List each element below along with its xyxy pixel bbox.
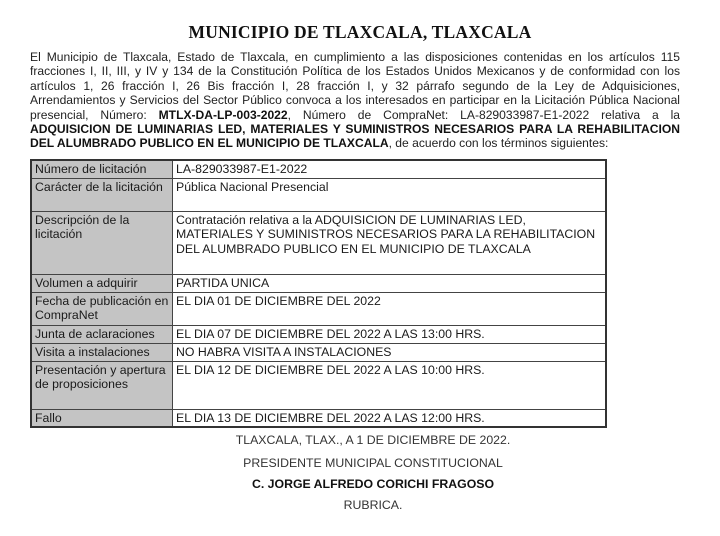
tender-subject: ADQUISICION DE LUMINARIAS LED, MATERIALES Y SUMINISTROS NECESARIOS PARA LA REHABILITACION DEL ALUMBRADO PUBLICO EN EL MUNICIPIO DE TLAXCALA <box>30 122 680 151</box>
row-value: LA-829033987-E1-2022 <box>173 160 607 178</box>
row-value: EL DIA 07 DE DICIEMBRE DEL 2022 A LAS 13:00 HRS. <box>173 325 607 343</box>
intro-text: El Municipio de Tlaxcala, Estado de Tlaxcala, en cumplimiento a las disposiciones contenidas en los artículos 115 fracciones I, II, III, y IV y 134 de la Constitución Política de los Estados Unidos Mexicanos y de conformidad con los artículos 1, 26 fracción I, 26 Bis fracción I, 28 fracción I, y 32 párrafo segundo de la Ley de Adquisiciones, Arrendamientos y Servicios del Sector Público convoca a los interesados en participar en la Licitación Pública Nacional presencial, Número: <box>30 50 680 122</box>
table-row <box>31 160 606 178</box>
row-label: Fallo <box>31 409 173 427</box>
table-row <box>31 409 606 427</box>
row-label: Volumen a adquirir <box>31 274 173 292</box>
place-date: TLAXCALA, TLAX., A 1 DE DICIEMBRE DE 2022. <box>235 433 511 447</box>
table-row <box>31 325 606 343</box>
table-row <box>31 361 606 409</box>
terms-table <box>30 159 607 428</box>
row-label: Número de licitación <box>31 160 173 178</box>
row-value: EL DIA 12 DE DICIEMBRE DEL 2022 A LAS 10:00 HRS. <box>173 361 607 409</box>
tender-number: MTLX-DA-LP-003-2022 <box>158 107 288 122</box>
row-value: NO HABRA VISITA A INSTALACIONES <box>173 343 607 361</box>
row-label: Descripción de la licitación <box>31 211 173 274</box>
table-row <box>31 274 606 292</box>
row-label: Junta de aclaraciones <box>31 325 173 343</box>
row-value: EL DIA 01 DE DICIEMBRE DEL 2022 <box>173 292 607 325</box>
table-row <box>31 178 606 211</box>
table-row <box>31 211 606 274</box>
table-row <box>31 343 606 361</box>
row-value: Pública Nacional Presencial <box>173 178 607 211</box>
row-label: Visita a instalaciones <box>31 343 173 361</box>
intro-end-text: , de acuerdo con los términos siguientes: <box>388 136 609 151</box>
intro-paragraph <box>30 50 680 151</box>
table-row <box>31 292 606 325</box>
row-label: Fecha de publicación en CompraNet <box>31 292 173 325</box>
row-value: PARTIDA UNICA <box>173 274 607 292</box>
row-value: EL DIA 13 DE DICIEMBRE DEL 2022 A LAS 12:00 HRS. <box>173 409 607 427</box>
signatory-position: PRESIDENTE MUNICIPAL CONSTITUCIONAL <box>243 456 503 470</box>
row-value: Contratación relativa a la ADQUISICION DE LUMINARIAS LED, MATERIALES Y SUMINISTROS NECESARIOS PARA LA REHABILITACION DEL ALUMBRADO PUBLICO EN EL MUNICIPIO DE TLAXCALA <box>173 211 607 274</box>
row-label: Presentación y apertura de proposiciones <box>31 361 173 409</box>
signatory-name: C. JORGE ALFREDO CORICHI FRAGOSO <box>251 477 495 491</box>
intro-compranet-text: , Número de CompraNet: LA-829033987-E1-2022 relativa a la <box>287 107 680 122</box>
signature-note: RUBRICA. <box>343 498 403 512</box>
page-title: MUNICIPIO DE TLAXCALA, TLAXCALA <box>188 22 532 42</box>
row-label: Carácter de la licitación <box>31 178 173 211</box>
